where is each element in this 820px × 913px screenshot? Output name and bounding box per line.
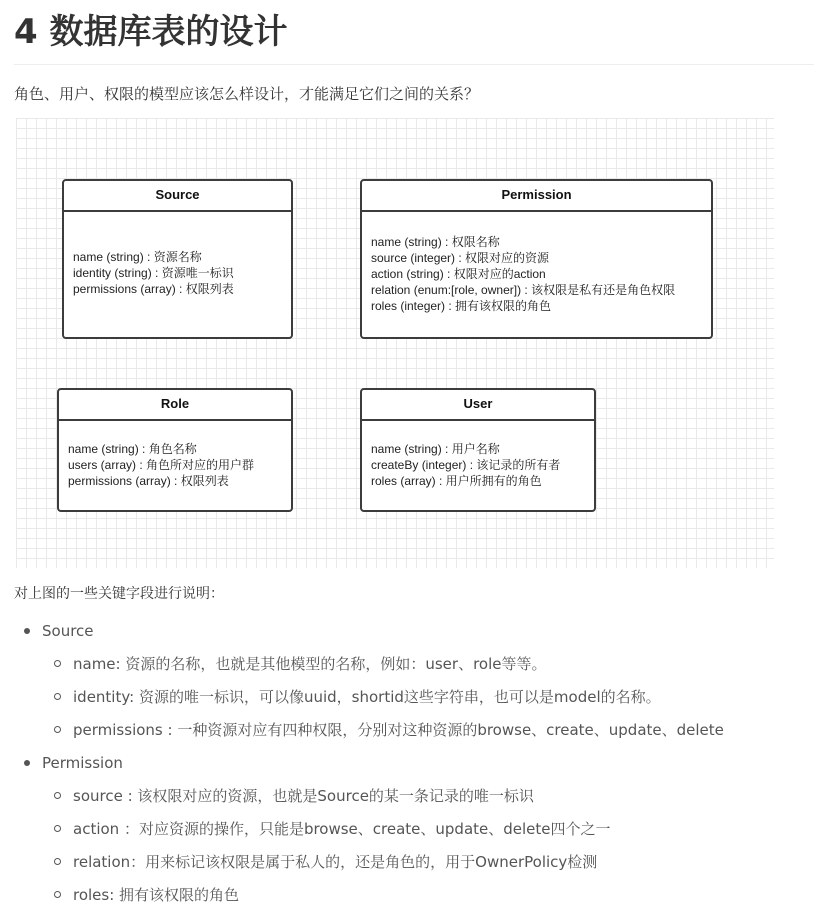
entity-user (360, 388, 596, 512)
entity-title: User (362, 390, 594, 421)
entity-permission (360, 179, 713, 339)
list-item: Source (24, 620, 94, 642)
entity-field: roles (integer) : 拥有该权限的角色 (371, 299, 552, 313)
entity-field: name (string) : 资源名称 (73, 250, 202, 264)
entity-field: permissions (array) : 权限列表 (68, 474, 229, 488)
page-title: 4 数据库表的设计 (14, 12, 288, 52)
entity-field: permissions (array) : 权限列表 (73, 282, 234, 296)
entity-field: users (array) : 角色所对应的用户群 (68, 458, 255, 472)
entity-field: name (string) : 角色名称 (68, 442, 197, 456)
entity-field: name (string) : 用户名称 (371, 442, 500, 456)
bullet-circle-icon (54, 891, 61, 898)
entity-field: name (string) : 权限名称 (371, 235, 500, 249)
list-item: Permission (24, 752, 123, 774)
entity-title: Permission (362, 181, 711, 212)
entity-field: action (string) : 权限对应的action (371, 267, 546, 281)
er-diagram (16, 118, 774, 568)
bullet-circle-icon (54, 660, 61, 667)
bullet-circle-icon (54, 792, 61, 799)
bullet-circle-icon (54, 858, 61, 865)
entity-field: roles (array) : 用户所拥有的角色 (371, 474, 542, 488)
list-item: permissions : 一种资源对应有四种权限，分别对这种资源的browse、create、update、delete (54, 719, 724, 741)
list-item: roles: 拥有该权限的角色 (54, 884, 239, 906)
intro-question: 角色、用户、权限的模型应该怎么样设计，才能满足它们之间的关系？ (14, 85, 480, 103)
entity-title: Source (64, 181, 291, 212)
list-item: source : 该权限对应的资源，也就是Source的某一条记录的唯一标识 (54, 785, 534, 807)
bullet-disc-icon (24, 628, 30, 634)
bullet-circle-icon (54, 825, 61, 832)
entity-title: Role (59, 390, 291, 421)
entity-source (62, 179, 293, 339)
entity-field: identity (string) : 资源唯一标识 (73, 266, 234, 280)
title-divider (14, 64, 814, 65)
entity-role (57, 388, 293, 512)
explanation-lead: 对上图的一些关键字段进行说明： (14, 586, 224, 602)
entity-field: source (integer) : 权限对应的资源 (371, 251, 550, 265)
bullet-disc-icon (24, 760, 30, 766)
bullet-circle-icon (54, 726, 61, 733)
list-item: relation：用来标记该权限是属于私人的，还是角色的，用于OwnerPolicy检测 (54, 851, 597, 873)
entity-field: relation (enum:[role, owner]) : 该权限是私有还是角色权限 (371, 283, 676, 297)
list-item: action ：对应资源的操作，只能是browse、create、update、delete四个之一 (54, 818, 611, 840)
list-item: identity: 资源的唯一标识，可以像uuid，shortid这些字符串，也可以是model的名称。 (54, 686, 661, 708)
list-item: name: 资源的名称，也就是其他模型的名称，例如：user、role等等。 (54, 653, 547, 675)
entity-field: createBy (integer) : 该记录的所有者 (371, 458, 561, 472)
bullet-circle-icon (54, 693, 61, 700)
